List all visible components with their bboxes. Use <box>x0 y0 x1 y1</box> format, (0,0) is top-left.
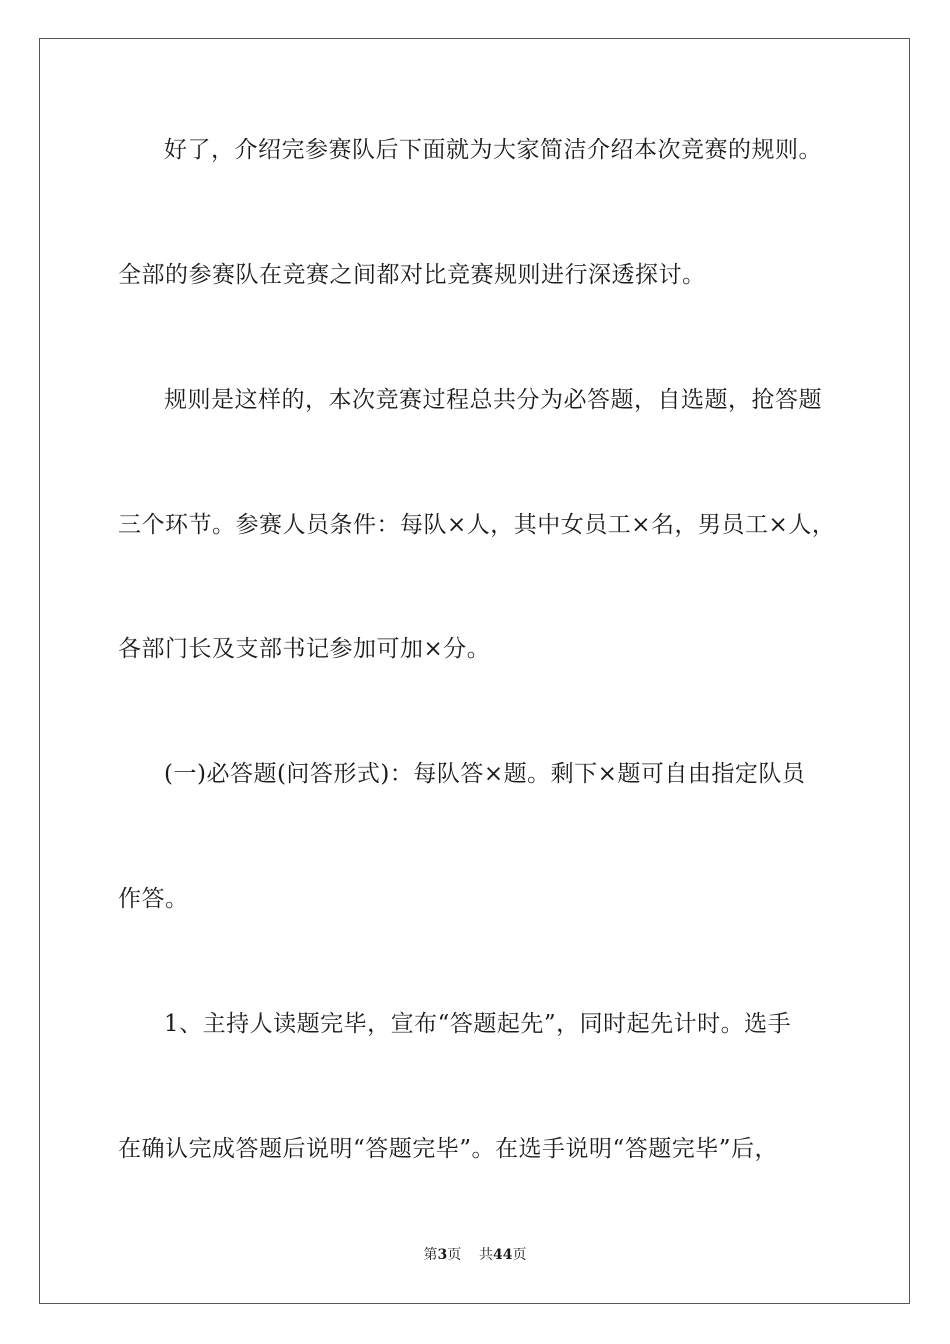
total-suffix: 页 <box>512 1247 527 1263</box>
paragraph-line: 三个环节。参赛人员条件：每队×人，其中女员工×名，男员工×人， <box>118 512 836 538</box>
page-footer <box>0 1246 950 1264</box>
page-suffix: 页 <box>447 1247 462 1263</box>
paragraph-line: 各部门长及支部书记参加可加×分。 <box>118 636 491 662</box>
total-pages: 44 <box>493 1247 513 1263</box>
paragraph-line: (一)必答题(问答形式)：每队答×题。剩下×题可自由指定队员 <box>164 761 806 787</box>
paragraph-line: 在确认完成答题后说明“答题完毕”。在选手说明“答题完毕”后， <box>118 1136 779 1162</box>
paragraph-line: 全部的参赛队在竞赛之间都对比竞赛规则进行深透探讨。 <box>118 262 706 288</box>
page-border <box>39 38 910 1304</box>
page-number: 3 <box>437 1247 448 1263</box>
total-prefix: 共 <box>479 1247 494 1263</box>
page-prefix: 第 <box>423 1247 438 1263</box>
paragraph-line: 好了，介绍完参赛队后下面就为大家简洁介绍本次竞赛的规则。 <box>164 137 822 163</box>
paragraph-line: 1、主持人读题完毕，宣布“答题起先”，同时起先计时。选手 <box>164 1011 792 1037</box>
paragraph-line: 规则是这样的，本次竞赛过程总共分为必答题，自选题，抢答题 <box>164 387 822 413</box>
paragraph-line: 作答。 <box>118 886 189 912</box>
